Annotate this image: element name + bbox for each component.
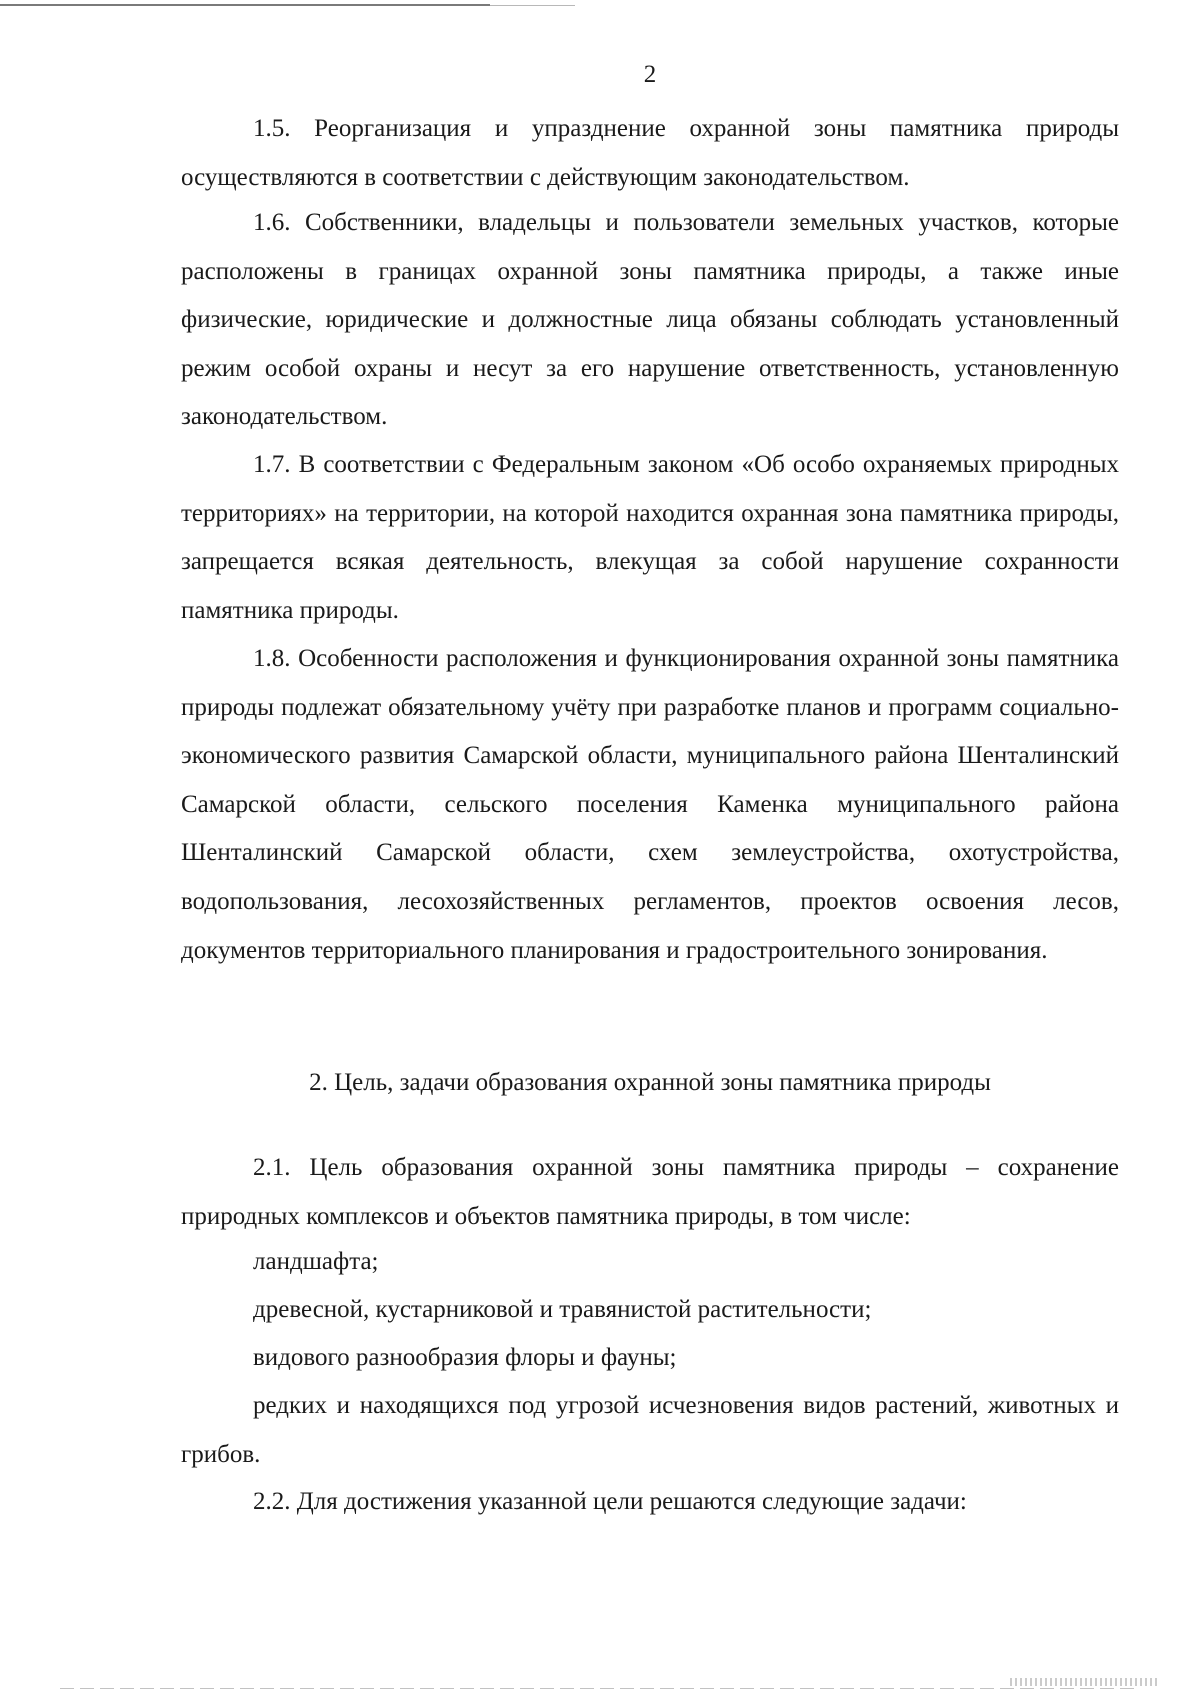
scan-edge-bottom: [60, 1688, 1140, 1689]
list-item: ландшафта;: [253, 1248, 379, 1275]
list-item: видового разнообразия флоры и фауны;: [253, 1344, 677, 1371]
list-item: редких и находящихся под угрозой исчезновения видов растений, животных и грибов.: [181, 1392, 1119, 1468]
paragraph-2-1: 2.1. Цель образования охранной зоны памятника природы – сохранение природных комплексов и объектов памятника природы, в том числе:: [181, 1154, 1119, 1230]
section-2-heading: 2. Цель, задачи образования охранной зоны памятника природы: [309, 1069, 991, 1096]
paragraph-1-7: 1.7. В соответствии с Федеральным законом «Об особо охраняемых природных территориях» на территории, на которой находится охранная зона памятника природы, запрещается всякая деятельность, влекущая за собой нарушение сохранности памятника природы.: [181, 451, 1119, 624]
paragraph-1-8: 1.8. Особенности расположения и функционирования охранной зоны памятника природы подлежат обязательному учёту при разработке планов и программ социально-экономического развития Самарской области, муниципального района Шенталинский Самарской области, сельского поселения Каменка муниципального района Шенталинский Самарской области, схем землеустройства, охотустройства, водопользования, лесохозяйственных регламентов, проектов освоения лесов, документов территориального планирования и градостроительного зонирования.: [181, 645, 1119, 964]
page-number: 2: [643, 61, 657, 88]
list-item: древесной, кустарниковой и травянистой растительности;: [253, 1296, 872, 1323]
paragraph-2-2: 2.2. Для достижения указанной цели решаются следующие задачи:: [253, 1488, 967, 1515]
scan-edge-top-faint: [490, 5, 575, 6]
paragraph-1-5: 1.5. Реорганизация и упразднение охранной зоны памятника природы осуществляются в соответствии с действующим законодательством.: [181, 115, 1119, 191]
scan-noise: [1010, 1678, 1160, 1686]
paragraph-1-6: 1.6. Собственники, владельцы и пользователи земельных участков, которые расположены в границах охранной зоны памятника природы, а также иные физические, юридические и должностные лица обязаны соблюдать установленный режим особой охраны и несут за его нарушение ответственность, установленную законодательством.: [181, 209, 1119, 431]
scan-edge-top: [0, 4, 490, 6]
